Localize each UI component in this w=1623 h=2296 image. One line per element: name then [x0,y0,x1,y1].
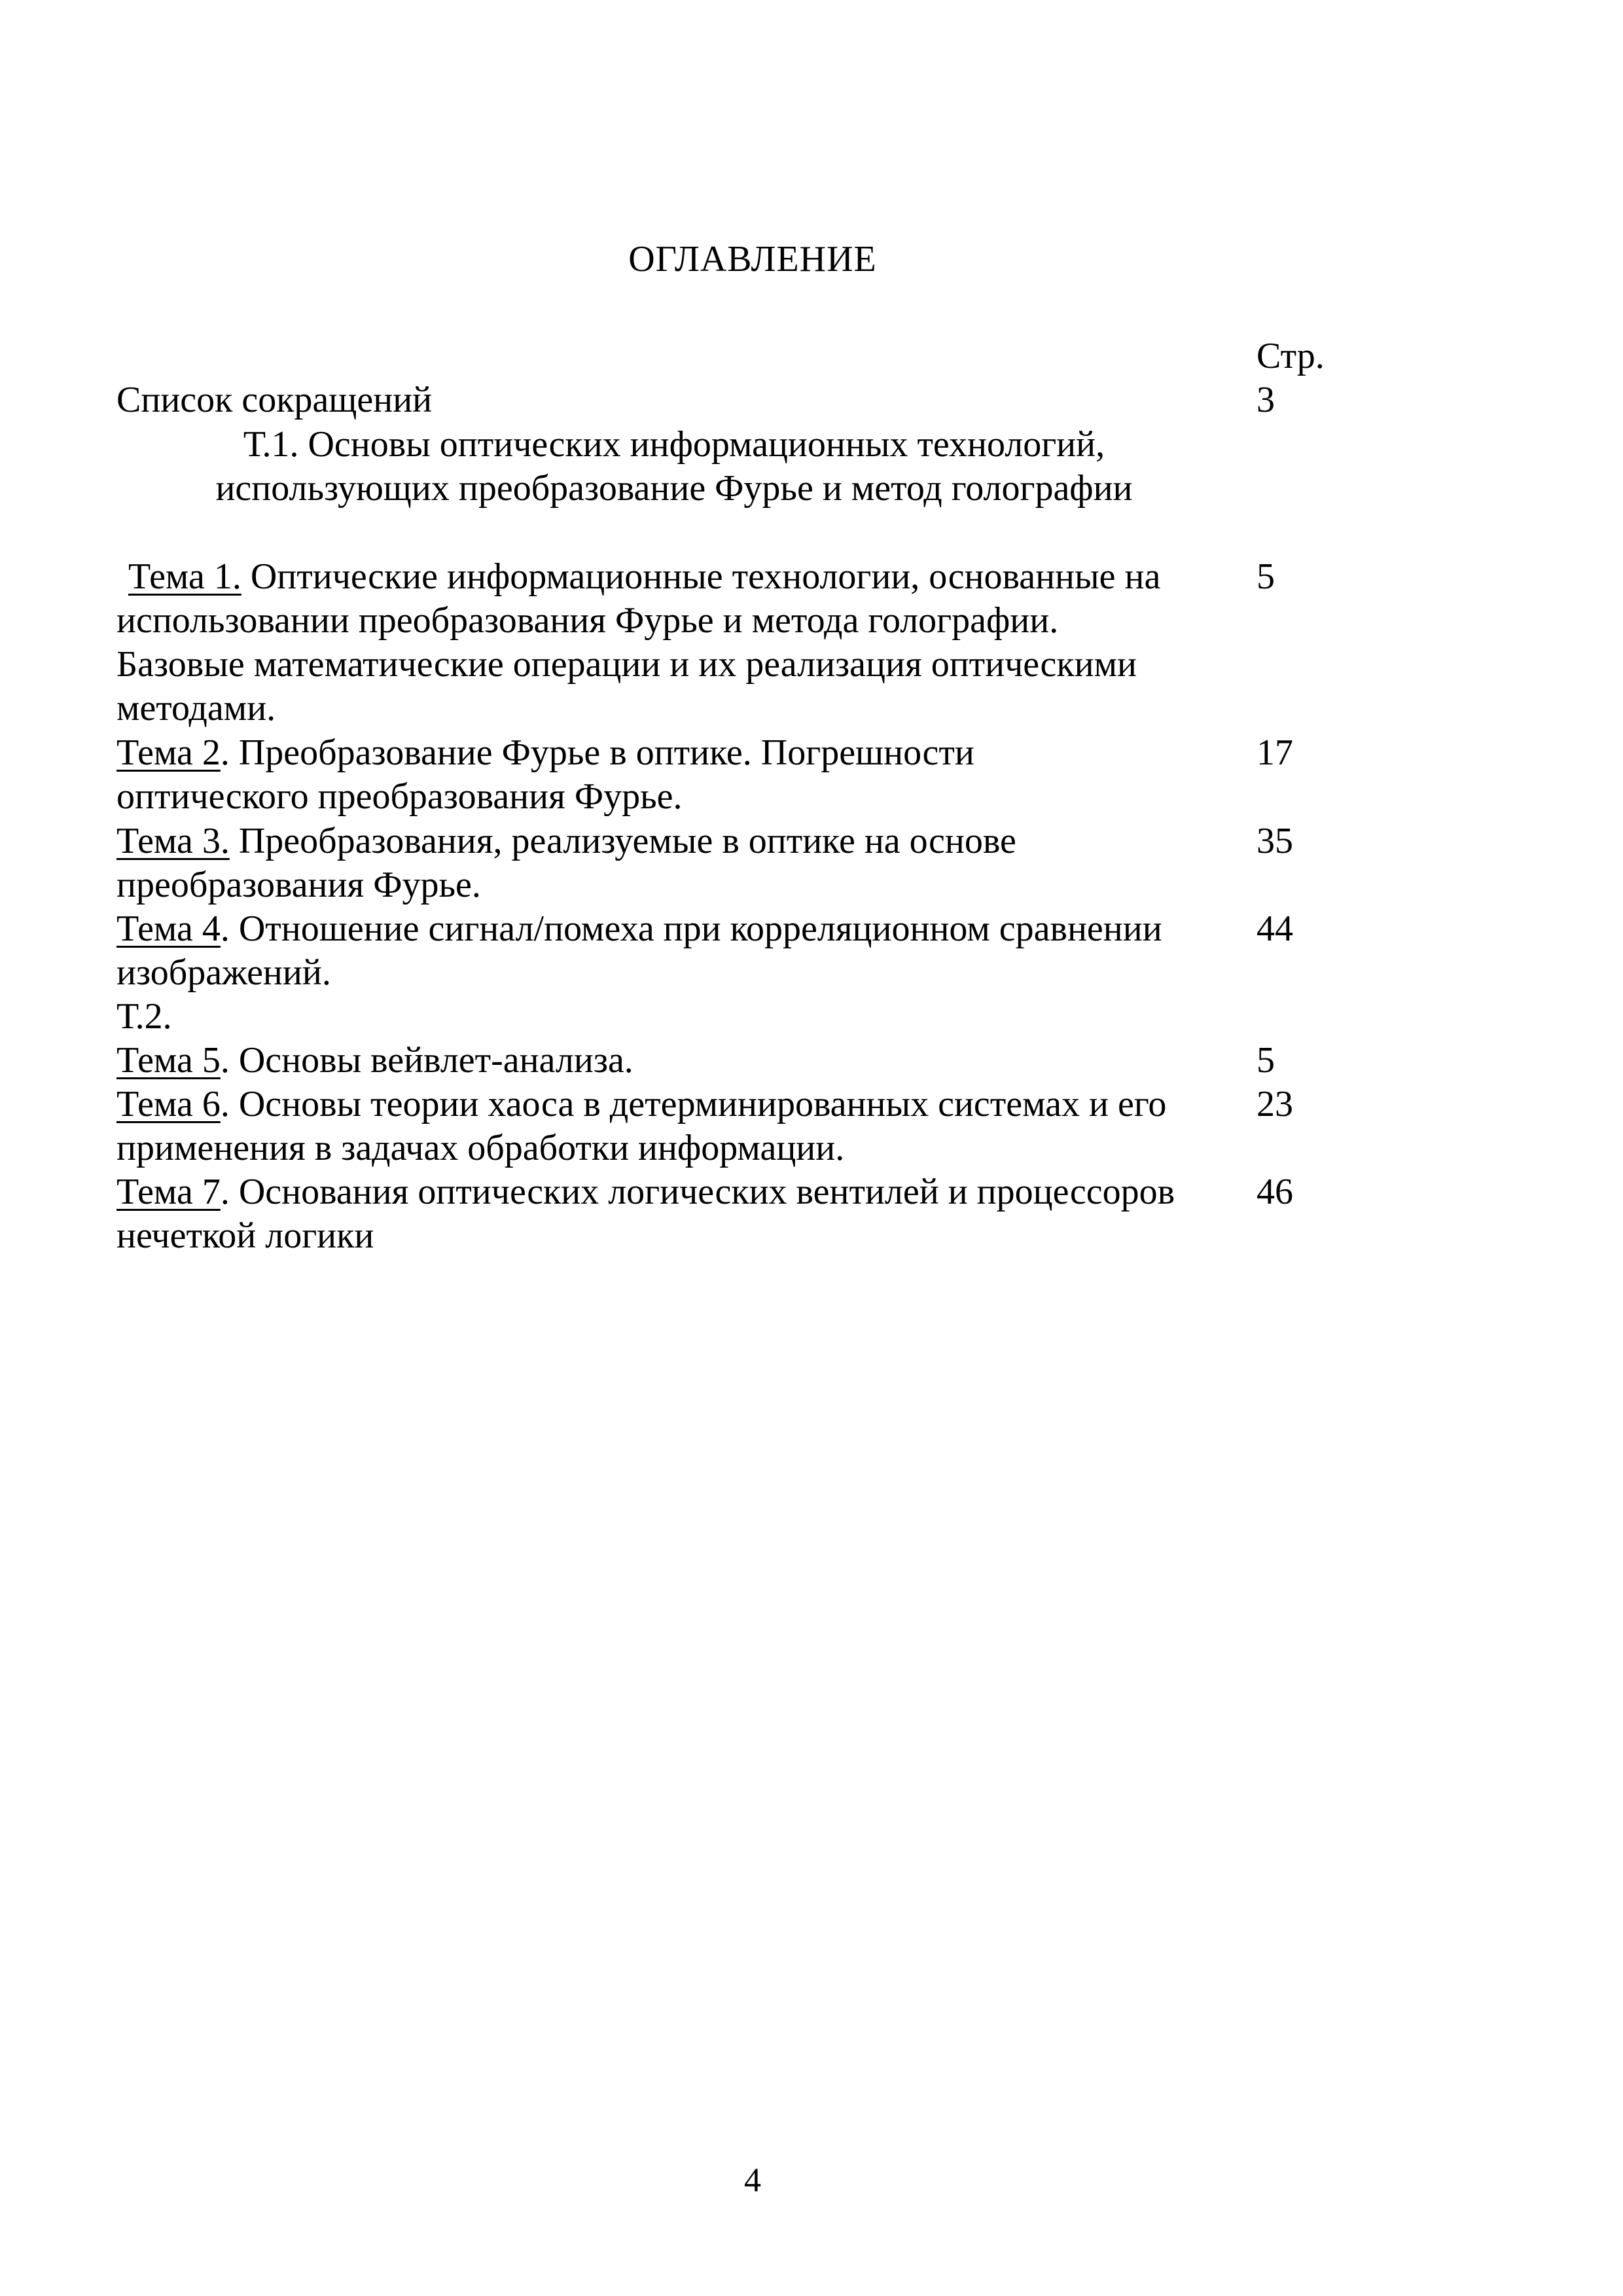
toc-page-topic-7: 46 [1257,1172,1293,1212]
toc-page-topic-2: 17 [1257,732,1293,773]
toc-page-topic-6: 23 [1257,1084,1293,1124]
toc-entry-topic-3[interactable] [116,819,1016,863]
topic-3-title-line1: Преобразования, реализуемые в оптике на основе [229,821,1016,861]
part1-heading-line2: использующих преобразование Фурье и метод голографии [215,468,1133,509]
toc-page-topic-1: 5 [1257,556,1275,597]
topic-1-title-line1: Оптические информационные технологии, основанные на [241,556,1161,597]
toc-entry-abbreviations[interactable]: Список сокращений [116,380,433,420]
topic-5-title-line1: . Основы вейвлет-анализа. [220,1040,633,1081]
toc-page-topic-3: 35 [1257,821,1293,861]
topic-4-title-line2: изображений. [116,952,331,993]
toc-entry-topic-5[interactable] [116,1038,633,1083]
page-number: 4 [744,2162,761,2199]
page-title: ОГЛАВЛЕНИЕ [628,239,877,279]
topic-5-label[interactable]: Тема 5 [116,1040,221,1081]
toc-entry-topic-1[interactable] [128,554,1160,599]
topic-2-label[interactable]: Тема 2 [116,732,221,773]
topic-4-label[interactable]: Тема 4 [116,908,221,949]
topic-3-title-line2: преобразования Фурье. [116,865,481,905]
toc-entry-topic-6[interactable] [116,1082,1166,1126]
topic-2-title-line1: . Преобразование Фурье в оптике. Погрешности [220,732,974,773]
topic-1-title-line2: использовании преобразования Фурье и метода голографии. [116,600,1059,641]
toc-page-topic-5: 5 [1257,1040,1275,1081]
topic-4-title-line1: . Отношение сигнал/помеха при корреляционном сравнении [220,908,1162,949]
topic-7-title-line2: нечеткой логики [116,1215,374,1256]
topic-6-label[interactable]: Тема 6 [116,1084,221,1124]
part1-heading-line1: Т.1. Основы оптических информационных технологий, [243,424,1105,465]
topic-1-label[interactable]: Тема 1. [128,556,241,597]
toc-entry-topic-2[interactable] [116,730,974,775]
topic-6-title-line1: . Основы теории хаоса в детерминированных системах и его [220,1084,1167,1124]
topic-7-label[interactable]: Тема 7 [116,1172,221,1212]
toc-entry-topic-4[interactable] [116,906,1162,951]
topic-1-title-line3: Базовые математические операции и их реализация оптическими [116,644,1137,685]
pages-column-header: Стр. [1257,336,1325,376]
part2-heading: Т.2. [116,996,172,1037]
topic-6-title-line2: применения в задачах обработки информации. [116,1128,845,1168]
topic-3-label[interactable]: Тема 3. [116,821,230,861]
topic-7-title-line1: . Основания оптических логических вентилей и процессоров [220,1172,1175,1212]
toc-page-topic-4: 44 [1257,908,1293,949]
topic-2-title-line2: оптического преобразования Фурье. [116,776,683,817]
toc-entry-topic-7[interactable] [116,1170,1175,1214]
topic-1-title-line4: методами. [116,688,276,728]
toc-page-abbreviations: 3 [1257,380,1275,420]
